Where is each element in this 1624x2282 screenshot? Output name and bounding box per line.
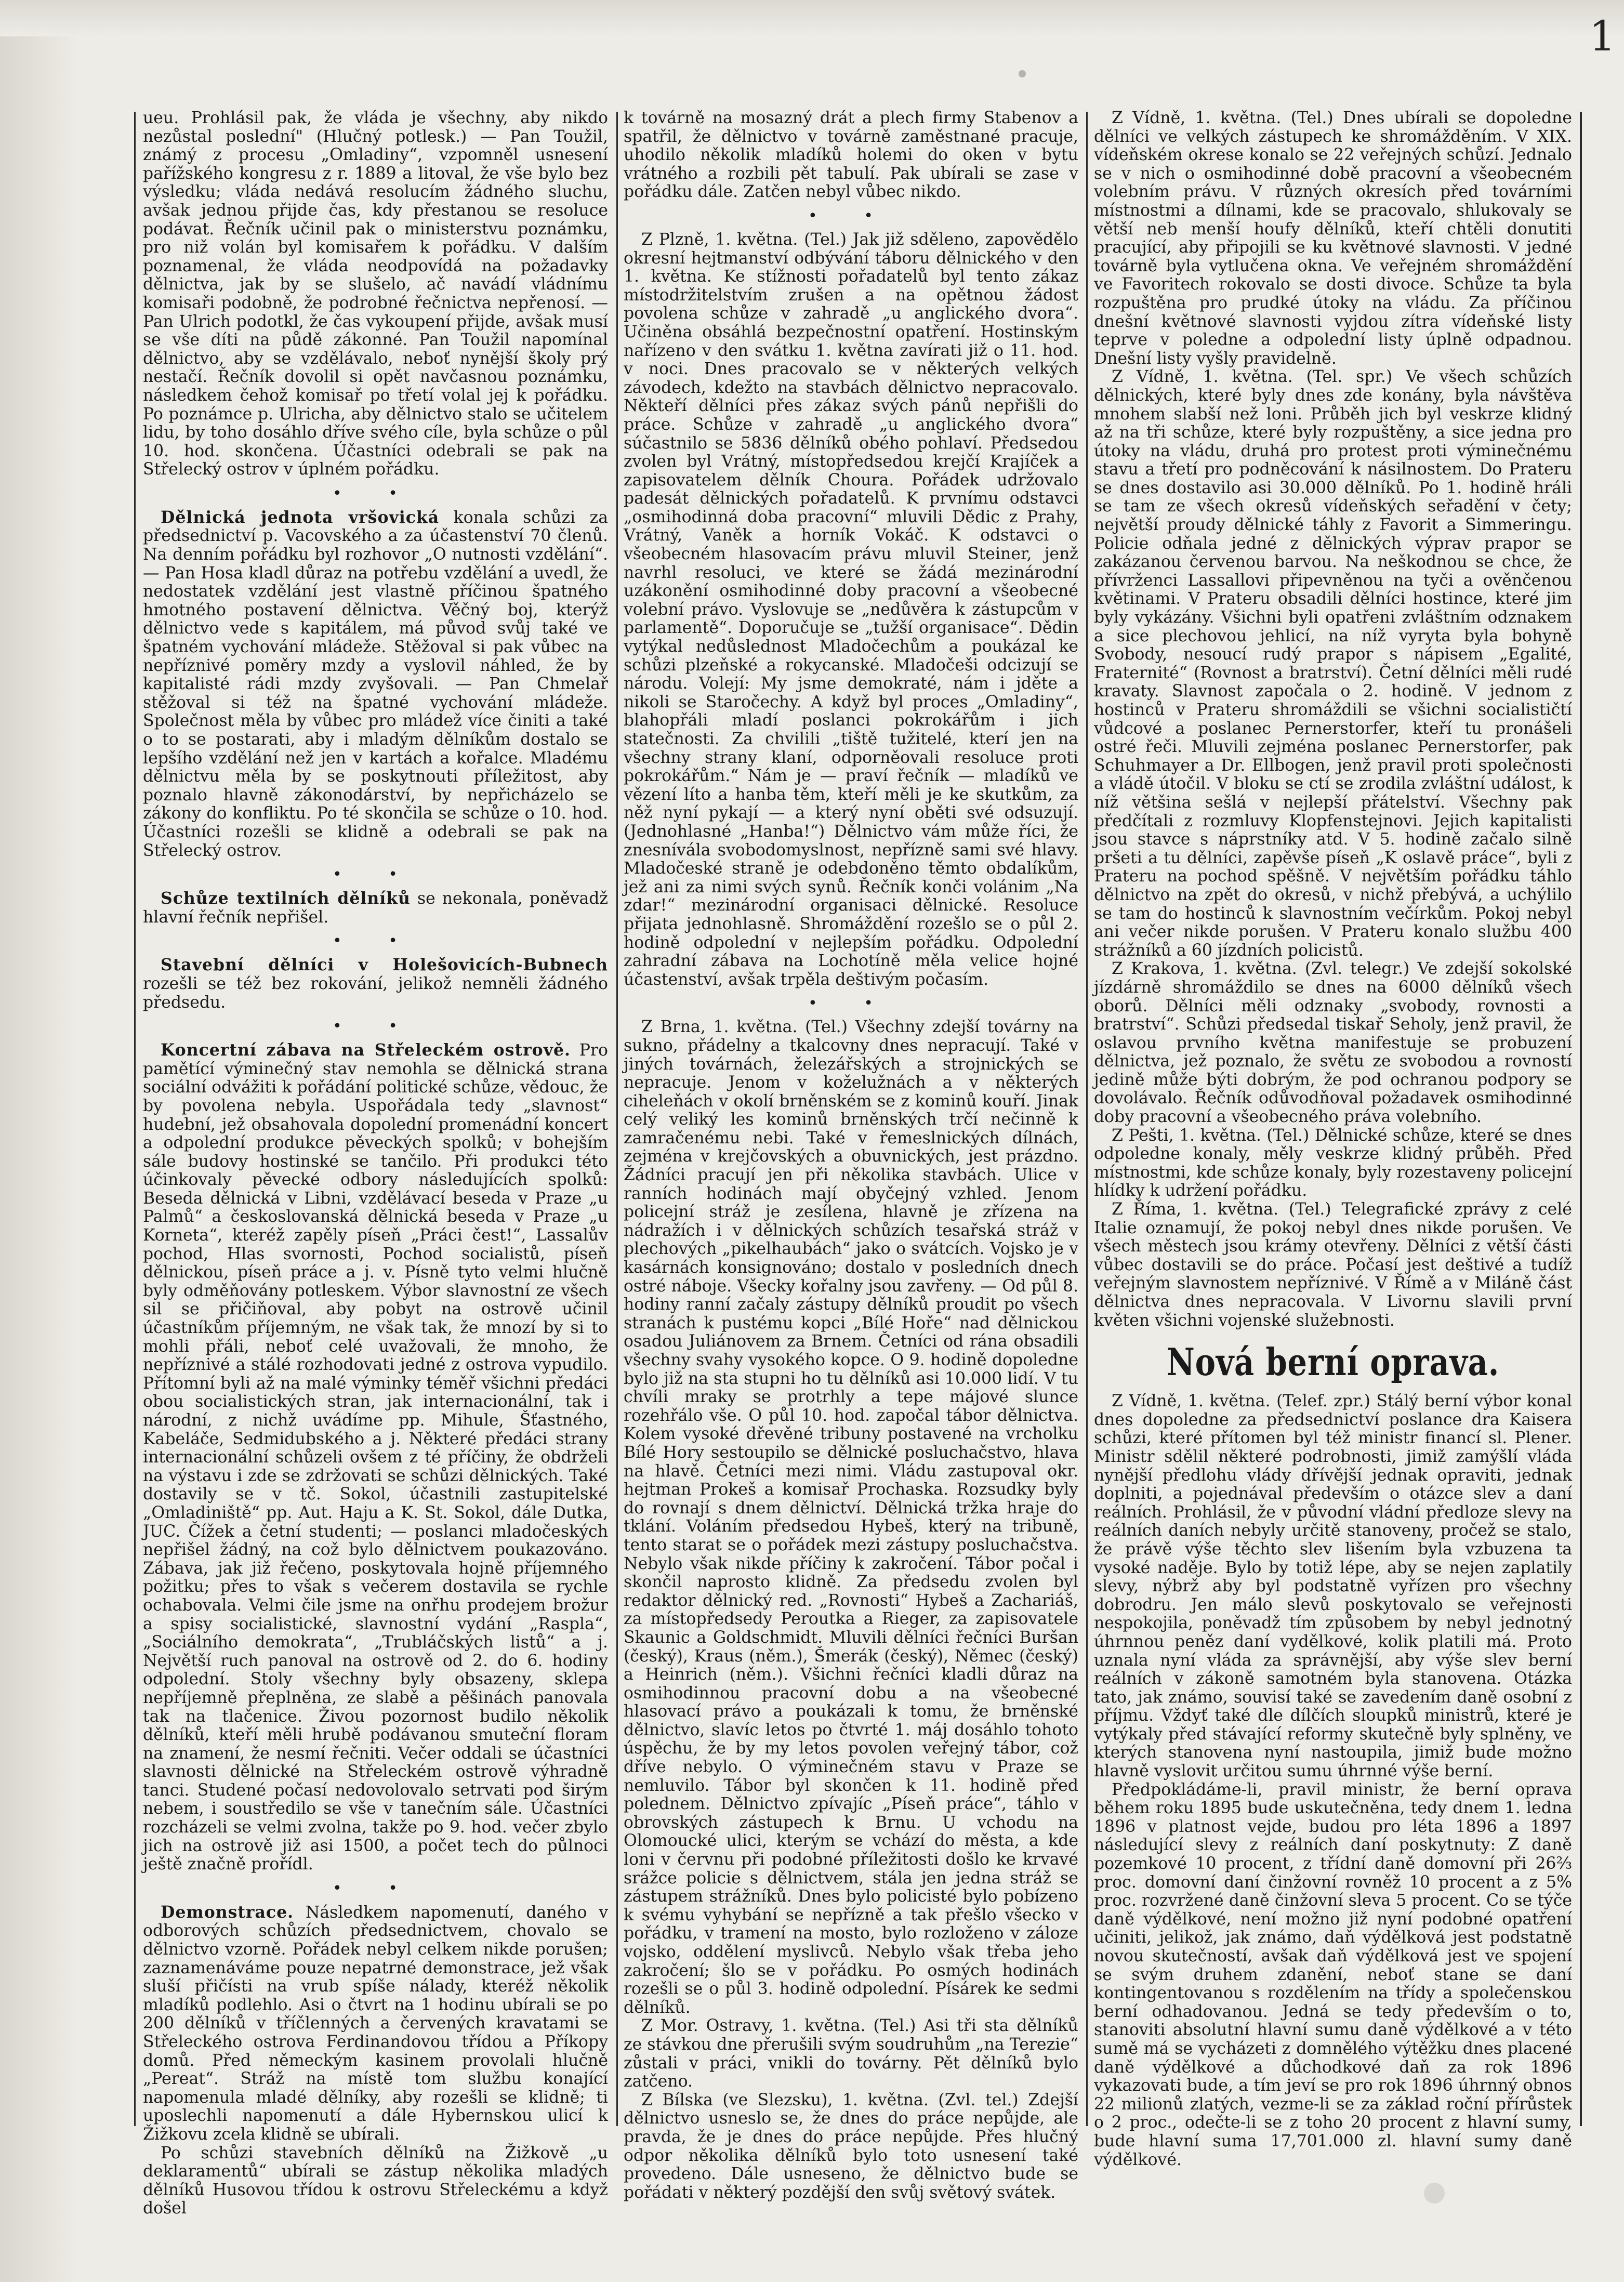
article-heading: Dělnická jednota vršovická [161, 507, 440, 527]
corner-mark: 1 [1589, 12, 1616, 60]
section-separator: • • [808, 994, 894, 1013]
ink-blot [1019, 70, 1026, 77]
scan-shadow-left [0, 0, 78, 2282]
article-text: ueu. Prohlásil pak, že vláda je všechny, aby nikdo nezůstal poslední" (Hlučný potlesk.) — Pan Toužil, známý z procesu „Omladiny“, vzpomněl usnesení pařížského kongresu z r. 1889 a litoval, že vše bylo bez výsledku; vláda nedává resolucím žádného sluchu, avšak jednou přijde čas, kdy přestanou se resoluce podávat. Řečník učinil pak o ministerstvu poznámku, pro niž volán byl komisařem k pořádku. V dalším poznamenal, že vláda neodpovídá na požadavky dělnictva, jak by se slušelo, ač navádí vládnímu komisaři podobně, že podrobné řečnictva nepřenosí. — Pan Ulrich podotkl, že čas vykoupení přijde, avšak musí se vše díti na půdě zákonné. Pan Toužil napomínal dělnictvo, aby se vzdělávalo, neboť nynější školy prý nestačí. Řečník dovolil si opět navčasnou poznámku, následkem čehož komisař po třetí volal jej k pořádku. Po poznámce p. Ulricha, aby dělnictvo stalo se učitelem lidu, by toho dosáhlo dříve svého cíle, byla schůze o půl 10. hod. skončena. Účastníci odebrali se pak na Střelecký ostrov v úplném pořádku. [143, 109, 608, 479]
article-text: Z Brna, 1. května. (Tel.) Všechny zdejší továrny na sukno, přádelny a tkalcovny dnes nepracují. Také v jiných továrnách, železářských a strojnických se nepracuje. Jenom v koželužnách a v některých ciheleňách v okolí brněnském se z kominů kouří. Jinak celý veliký les kominů brněnských trčí nečinně k zamračenému nebi. Také v řemeslnických dílnách, zejména v krejčovských a obuvnických, jest prázdno. Žádníci pracují jen při několika stavbách. Ulice v ranních hodinách mají obyčejný vzhled. Jenom policejní stráž je zesílena, hlavně je zřízena na nádražích i v dělnických schůzích tesařská stráž v plechových „pikelhaubách“ jako o svátcích. Vojsko je v kasárnách konsignováno; dostalo v posledních dnech ostré náboje. Všecky kořalny jsou zavřeny. — Od půl 8. hodiny ranní začaly zástupy dělníků proudit po všech stranách k pustému kopci „Bílé Hoře“ nad dělnickou osadou Juliánovem za Brnem. Četníci od rána obsadili všechny svahy vysokého kopce. O 9. hodině dopoledne bylo již na sta stupni ho tu dělníků asi 10.000 lidí. V tu chvíli mraky se protrhly a tepe májové slunce rozehřálo vše. O půl 10. hod. započal tábor dělnictva. Kolem vysoké dřevěné tribuny postavené na vrcholku Bílé Hory sestoupilo se dělnické posluchačstvo, hlava na hlavě. Četníci mezi nimi. Vládu zastupoval okr. hejtman Prokeš a komisař Prochaska. Rozsudky byly do rovnají s dnem dělnictví. Dělnická tržka hraje do tklání. Voláním předsedou Hybeš, který na tribuně, tento starat se o pořádek mezi zástupy posluchačstva. Nebylo však nikde příčiny k zakročení. Tábor počal i skončil naprosto klidně. Za předsedu zvolen byl redaktor dělnický red. „Rovnosti“ Hybeš a Zachariáš, za místopředsedy Peroutka a Rieger, za zapisovatele Skaunic a Goldschmidt. Mluvili dělníci řečníci Buršan (český), Kraus (něm.), Šmerák (český), Němec (český) a Heinrich (něm.). Všichni řečníci kladli důraz na osmihodinnou pracovní dobu a na všeobecné hlasovací právo a poukázali k tomu, že brněnské dělnictvo, slavíc letos po čtvrté 1. máj dosáhlo tohoto úspěchu, že by my letos povolen veřejný tábor, což dříve nebylo. O výminečném stavu v Praze se nemluvilo. Tábor byl skončen k 11. hodině před polednem. Dělnictvo zpívajíc „Píseň práce“, táhlo v obrovských zástupech k Brnu. U vchodu na Olomoucké ulici, kterým se vchází do města, a kde loni v červnu při podobné příležitosti došlo ke krvavé srážce policie s dělnictvem, stála jen jedna stráž se zástupem strážníků. Dnes bylo policisté bylo pobízeno k svému vyhybání se nepřízně a tak přešlo všecko v pořádku, v tramení na mosto, bylo rozloženo v záloze vojsko, oddělení myslivců. Nebylo však třeba jeho zakročení; šlo se v pořádku. Po osmých hodinách rozešli se o půl 3. hodině odpolední. Písárek ke sedmi dělníků. [624, 1018, 1078, 2017]
section-separator: • • [333, 932, 418, 951]
section-separator: • • [333, 865, 418, 884]
article-text: Následkem napomenutí, daného v odborových schůzích předsednictvem, chovalo se dělnictvo vzorně. Pořádek nebyl celkem nikde porušen; zaznamenáváme pouze nepatrné demonstrace, jež však sluší přičísti na vrub spíše nálady, kteréž několik mladíků podlehlo. Asi o čtvrt na 1 hodinu ubírali se po 200 dělníků v tříčlenných a červených kravatami se Střeleckého ostrova Ferdinandovou třídou a Příkopy domů. Před německým kasinem provolali hlučně „Pereat“. Stráž na místě tom službu konající napomenula mladé dělníky, aby rozešli se klidně; ti uposlechli napomenutí a dále Hybernskou ulicí k Žižkovu zcela klidně se ubírali. [143, 1903, 608, 2144]
article-heading: Demonstrace. [161, 1902, 294, 1922]
section-separator: • • [808, 206, 894, 225]
article-text: Z Vídně, 1. května. (Tel.) Dnes ubírali se dopoledne dělníci ve velkých zástupech ke shromážděním. V XIX. vídeňském okrese konalo se 22 veřejných schůzí. Jednalo se v nich o osmihodinné době pracovní a všeobecném volebním právu. V různých okresích před továrními místnostmi a dílnami, kde se pracovalo, shlukovaly se větší neb menší houfy dělníků, kteří chtěli donutiti pracující, aby připojili se ku květnové slavnosti. V jedné továrně byla vytlučena okna. Ve veřejném shromáždění ve Favoritech rokovalo se dosti divoce. Schůze ta byla rozpuštěna pro prudké útoky na vládu. Za příčinou dnešní květnové slavnosti vyjdou zítra vídeňské listy teprve v poledne a odpolední listy úplně odpadnou. Dnešní listy vyšly pravidelně. [1094, 109, 1572, 368]
article-text: Z Mor. Ostravy, 1. května. (Tel.) Asi tři sta dělníků ze stávkou dne přerušili svým soudruhům „na Terezie“ zůstali v práci, vnikli do továrny. Pět dělníků bylo zatčeno. [624, 2016, 1078, 2091]
article-text: rozešli se též bez rokování, jelikož nemněli žádného předsedu. [143, 974, 608, 1012]
article-heading: Stavební dělníci v Holešovicích-Bubnech [161, 955, 608, 975]
column-3 [1094, 109, 1572, 2169]
article-text: Z Krakova, 1. května. (Zvl. telegr.) Ve zdejší sokolské jízdárně shromáždilo se dnes na 6000 dělníků všech oborů. Dělníci měli odznaky „svobody, rovnosti a bratrství“. Schůzi předsedal tiskař Seholy, jenž pravil, že oslavou prvního května manifestuje se probuzení dělnictva, jež poznalo, že světu ze svobodou a rovností jedině může býti dobrým, že pod ochranou podpory se dovolávalo. Řečník odůvodňoval požadavek osmihodinné doby pracovní a všeobecného práva volebního. [1094, 959, 1572, 1127]
article-paragraph [143, 1903, 608, 2144]
article-text: konala schůzi za předsednictví p. Vacovského a za účastenství 70 členů. Na denním pořádku byl rozhovor „O nutnosti vzdělání“. — Pan Hosa kladl důraz na potřebu vzdělání a uvedl, že nedostatek vzdělání jest vlastně příčinou špatného hmotného postavení dělnictva. Věčný boj, kterýž dělnictvo vede s kapitálem, má původ svůj také ve špatném vychování mládeže. Stěžoval si pak vůbec na nepříznivé poměry mzdy a vyslovil náhled, že by kapitalisté rádi mzdy zvyšovali. — Pan Chmelař stěžoval si též na špatné vychování mládeže. Společnost měla by vůbec pro mládež více činiti a také o to se postarati, aby i mladým dělníkům dostalo se lepšího vzdělání než jen v kartách a kořalce. Mladému dělnictvu měla by se poskytnouti příležitost, aby poznalo hlavně zákonodárství, by nepřicházelo se zákony do konfliktu. Po té skončila se schůze o 10. hod. Účastníci rozešli se klidně a odebrali se pak na Střelecký ostrov. [143, 508, 608, 860]
article-text: Z Vídně, 1. května. (Telef. zpr.) Stálý berní výbor konal dnes dopoledne za předsednictví poslance dra Kaisera schůzi, které přítomen byl též ministr financí sl. Plener. Ministr sdělil některé podrobnosti, jimiž zamýšlí vláda nynější předlohu vlády dřívější jednak opraviti, jednak doplniti, a pojednával především o otázce slev a daní reálních. Prohlásil, že v původní vládní předloze slevy na reálních daních nebyly určitě stanoveny, pročež se stalo, že právě výše těchto slev lišením byla vzbuzena ta vysoké naděje. Bylo by totiž lépe, aby se nejen zaplatily slevy, nýbrž aby byl podstatně vyřízen pro všechny dobrodru. Jen málo slevů poskytovalo se veřejnosti nespokojila, poněvadž tím způsobem by nebyl jednotný úhrnnou peněz daní vydělkové, kolik platili má. Proto uznala nyní vláda za správnější, aby výše slev berní reálních v zákoně samotném byla stanovena. Otázka tato, jak známo, souvisí také se zavedením daně osobní z příjmu. Vždyť také dle dílčích sloupků ministrů, které je vytýkaly před stávající reformy skutečně byly splněny, ve kterých stanovena nyní nastoupila, jimiž bude možno hlavně vyslovit určitou sumu úhrnné výše berní. [1094, 1392, 1572, 1781]
column-1 [143, 109, 609, 2218]
section-separator: • • [333, 1879, 418, 1897]
section-separator: • • [333, 484, 418, 503]
article-paragraph [143, 508, 608, 860]
article-heading: Schůze textilních dělníků [161, 889, 411, 908]
article-text: Pro pamětící výminečný stav nemohla se dělnická strana sociální odvážiti k pořádání politické schůze, vědouc, že by povolena nebyla. Uspořádala tedy „slavnost“ hudební, jež obsahovala dopolední promenádní koncert a odpolední produkce pěveckých spolků; v bohejším sále budovy hostinské se tančilo. Při produkci této účinkovaly pěvecké odbory následujících spolků: Beseda dělnická v Libni, vzdělávací beseda v Praze „u Palmů“ a českoslovanská dělnická beseda v Praze „u Korneta“, kteréž zapěly píseň „Práci čest!“, Lassalův pochod, Hlas svornosti, Pochod socialistů, píseň dělnickou, píseň práce a j. v. Písně tyto velmi hlučně byly odměňovány potleskem. Výbor slavnostní ze všech sil se přičiňoval, aby pobyt na ostrově učinil účastníkům příjemným, ne však tak, že mnozí by si to mohli přáli, neboť celé uvažovali, že mnoho, že nepříznivé a stálé rozhodovati jedné z ostrova vypudilo. Přítomní byli až na malé výminky téměř všichni předáci obou socialistických stran, jak internacionální, tak i národní, z nichž uvádíme pp. Mihule, Šťastného, Kabeláče, Sedmidubského a j. Některé předáci strany internacionální schůzeli ovšem z té příčiny, že obdrželi na výstavu i zde se zdržovati se schůzi dělnických. Také dostavily se v tč. Sokol, účastnili zastupitelské „Omladiniště“ pp. Aut. Haju a K. St. Sokol, dále Dutka, JUC. Čížek a četní studenti; — poslanci mladočeských nepřišel žádný, na což bylo dělnictvem poukazováno. Zábava, jak již řečeno, poskytovala hojně příjemného požitku; přes to však s večerem dostavila se rychle ochabovala. Velmi čile jsme na onřhu prodejem brožur a spisy socialistické, slavnostní vydání „Raspla“, „Sociálního demokrata“, „Trubláčských listů“ a j. Největší ruch panoval na ostrově od 2. do 6. hodiny odpolední. Stoly všechny byly obsazeny, sklepa nepříjemně přeplněna, ze slabě a pěšinách panovala tak na tlačenice. Živou pozornost budilo několik dělníků, kteří měli hrubě podávanou smuteční floram na znamení, že nesmí řečniti. Večer oddali se účastníci slavnosti dělnické na Střeleckém ostrově výhradně tanci. Studené počasí nedovolovalo setrvati pod širým nebem, i soustředilo se vše v tanečním sále. Účastníci rozcházeli se velmi zvolna, takže po 9. hod. večer zbylo jich na ostrově již asi 1500, a počet tech do půlnoci ještě značně prořídl. [143, 1041, 609, 1874]
article-text: se nekonala, poněvadž hlavní řečník nepřišel. [143, 889, 608, 927]
scan-shadow-top [0, 0, 1624, 36]
article-paragraph [143, 956, 608, 1012]
article-heading: Koncertní zábava na Střeleckém ostrově. [161, 1040, 571, 1060]
article-text: Z Říma, 1. května. (Tel.) Telegrafické zprávy z celé Italie oznamují, že pokoj nebyl dnes nikde porušen. Ve všech městech jsou krámy otevřeny. Dělníci z větší části vůbec dostavili se do práce. Počasí jest deštivé a tudíž veřejným slavnostem nepříznivé. V Římě a v Miláně část dělnictva dnes nepracovala. V Livornu slavili první květen všichni vojenské služebnosti. [1094, 1200, 1572, 1330]
article-paragraph [143, 1041, 608, 1874]
article-text: Z Bílska (ve Slezsku), 1. května. (Zvl. tel.) Zdejší dělnictvo usneslo se, že dnes do práce nepůjde, ale pravda, že je dnes do práce nepůjde. Přes hlučný odpor několika dělníků bylo toto usnesení také provedeno. Dále usneseno, že dělnictvo bude se pořádati v některý pozdější den svůj světový svátek. [624, 2090, 1078, 2202]
ink-blot [1424, 2183, 1445, 2204]
section-separator: • • [333, 1017, 418, 1036]
article-paragraph [143, 889, 608, 927]
column-rule-right [1580, 112, 1582, 2126]
column-rule-1 [616, 112, 618, 2126]
article-text: Z Pešti, 1. května. (Tel.) Dělnické schůze, které se dnes odpoledne konaly, měly veskrze klidný průběh. Před místnostmi, kde schůze konaly, byly rozestaveny policejní hlídky k udržení pořádku. [1094, 1126, 1572, 1201]
article-text: Po schůzi stavebních dělníků na Žižkově „u deklaramentů“ ubírali se zástup několika mladých dělníků Husovou třídou k ostrovu Střeleckému a když došel [143, 2143, 608, 2218]
article-text: Předpokládáme-li, pravil ministr, že berní oprava během roku 1895 bude uskutečněna, tedy dnem 1. ledna 1896 v platnost vejde, budou pro léta 1896 a 1897 následující slevy z reálních daní poskytnuty: Z daně pozemkové 10 procent, z třídní daně domovní při 26⅔ proc. domovní daní činžovní rovněž 10 procent a z 5% proc. rozvržené daně činžovní sleva 5 procent. Co se týče daně výdělkové, není možno již nyní podobné opatření učiniti, jelikož, jak známo, daň výdělková jest podstatně novou skutečností, avšak daň výdělková jest ve spojení se svým druhem zdanění, neboť stane se daní kontingentovanou s rozdělením na třídy a společenskou berní odhadovanou. Jedná se tedy především o to, stanoviti absolutní hlavní sumu daně výdělkové a v této sumě má se vycházeti z domnělého výtěžku dnes placené daně výdělkové a důchodkové daň za rok 1896 vykazovati bude, a tím jeví se pro rok 1896 úhrnný obnos 22 milionů zlatých, vezme-li se za základ roční přírůstek o 2 proc., odečte-li se z toho 20 procent z hlavní sumy, bude hlavní suma 17,701.000 zl. hlavní sumy daně výdělkové. [1094, 1780, 1572, 2169]
article-text: Z Vídně, 1. května. (Tel. spr.) Ve všech schůzích dělnických, které byly dnes zde konány, byla návštěva mnohem slabší než loni. Průběh jich byl veskrze klidný až na tři schůze, které byly rozpuštěny, a sice jedna pro útoky na vládu, druhá pro protest proti výminečnému stavu a třetí pro podněcování k násilnostem. Do Prateru se dnes dostavilo asi 30.000 dělníků. Po 1. hodině hráli se tam ze všech okresů vídeňských seřadění v čety; největší proudy dělnické táhly z Favorit a Simmeringu. Policie odňala jedné z dělnických výprav prapor se zakázanou červenou barvou. Na neškodnou se chce, že přívrženci Lassallovi připevněnou na tyči a ověnčenou květinami. V Prateru obsadili dělníci hostince, které jim byly vykázány. Všichni byli opatřeni zvláštním odznakem a sice plechovou jehlicí, na níž vyryta byla bohyně Svobody, nesoucí rudý prapor s nápisem „Egalité, Fraternité“ (Rovnost a bratrství). Četní dělníci měli rudé kravaty. Slavnost započala o 2. hodině. V jednom z hostinců v Prateru shromáždili se všichni socialističtí vůdcové a poslanec Pernerstorfer, kteří tu pronášeli ostré řeči. Mluvili zejména poslanec Pernerstorfer, pak Schuhmayer a Dr. Ellbogen, jenž pravil proti společnosti a vládě útočil. V bloku se ctí se zrodila zvláštní událost, k níž většina sešlá v nejlepší přátelství. Všechny pak předčítali z rozmluvy Klopfenstejnovi. Jejich kapitalisti jsou stavce s náprstníky atd. V 5. hodině začalo silně pršeti a tu dělníci, zapěvše píseň „K oslavě práce“, byli z Prateru na pochod spěšně. V největším pořádku táhlo dělnictvo na zpět do okresů, v nichž přebývá, a uchýlilo se tam do hostinců k slavnostním večírkům. Pokoj nebyl ani večer nikde porušen. V Prateru konalo službu 400 strážníků a 60 jízdních policistů. [1094, 367, 1572, 960]
column-rule-2 [1086, 112, 1088, 2126]
article-text: k továrně na mosazný drát a plech firmy Stabenov a spatřil, že dělnictvo v továrně zaměstnané pracuje, uhodilo několik mladíků holemi do oken v bytu vrátného a rozbili pět tabulí. Pak ubírali se zase v pořádku dále. Zatčen nebyl vůbec nikdo. [624, 109, 1078, 202]
article-text: Z Plzně, 1. května. (Tel.) Jak již sděleno, zapovědělo okresní hejtmanství odbývání táboru dělnického v den 1. května. Ke stížnosti pořadatelů byl tento zákaz místodržitelstvím zrušen a na opětnou žádost povolena schůze v zahradě „u anglického dvora“. Učiněna obsáhlá bezpečnostní opatření. Hostinským nařízeno v den svátku 1. května zavírati již o 11. hod. v noci. Dnes pracovalo se v některých velkých závodech, kdežto na stavbách dělnictvo nepracovalo. Někteří dělníci přes zákaz svých pánů nepřišli do práce. Schůze v zahradě „u anglického dvora“ súčastnilo se 5836 dělníků obého pohlaví. Předsedou zvolen byl Vrátný, místopředsedou krejčí Krajíček a zapisovatelem dělník Choura. Pořádek udržovalo padesát dělnických pořadatelů. K prvnímu odstavci „osmihodinná doba pracovní“ mluvili Dědic z Prahy, Vrátný, Vaněk a horník Vokáč. K odstavci o všeobecném hlasovacím právu mluvil Steiner, jenž navrhl resoluci, ve které se žádá mezinárodní uzákonění osmihodinné doby pracovní a všeobecné volební právo. Vyslovuje se „nedůvěra k zástupcům v parlamentě“. Doporučuje se „tužší organisace“. Dědin vytýkal nedůslednost Mladočechům a poukázal ke schůzi plzeňské a rokycanské. Mladočeši odcizují se národu. Volejí: My jsme demokraté, nám i jděte a nikoli se Staročechy. A když byl proces „Omladiny“, blahopřáli mladí poslanci pokrokářům i jich statečnosti. Za chvilili „tiště tužitelé, kterí jen na všechny strany klaní, odporněovali resoluce proti pokrokářům.“ Nám je — praví řečník — mladíků ve vězení líto a hanba těm, kteří měli je ke skutkům, za něž nyní pykají — a který nyní oběti své odsuzují. (Jednohlasné „Hanba!“) Dělnictvo vám může říci, že znesnívála svobodomyslnost, nepřízně sami své hlavy. Mladočeské straně je odebdoněno těmto obdalíkům, jež ani za nimi svých synů. Řečník konči volánim „Na zdar!“ mezinárodní organisaci dělnické. Resoluce přijata jednohlasně. Shromáždění rozešlo se o půl 2. hodině odpolední v nejlepším pořádku. Odpolední zahradní zábava na Lochotíně měla velice hojné účastenství, avšak trpěla deštivým počasím. [624, 230, 1078, 989]
section-title: Nová berní oprava. [1166, 1340, 1500, 1384]
column-2 [624, 109, 1078, 2202]
column-rule-left [134, 112, 136, 2126]
